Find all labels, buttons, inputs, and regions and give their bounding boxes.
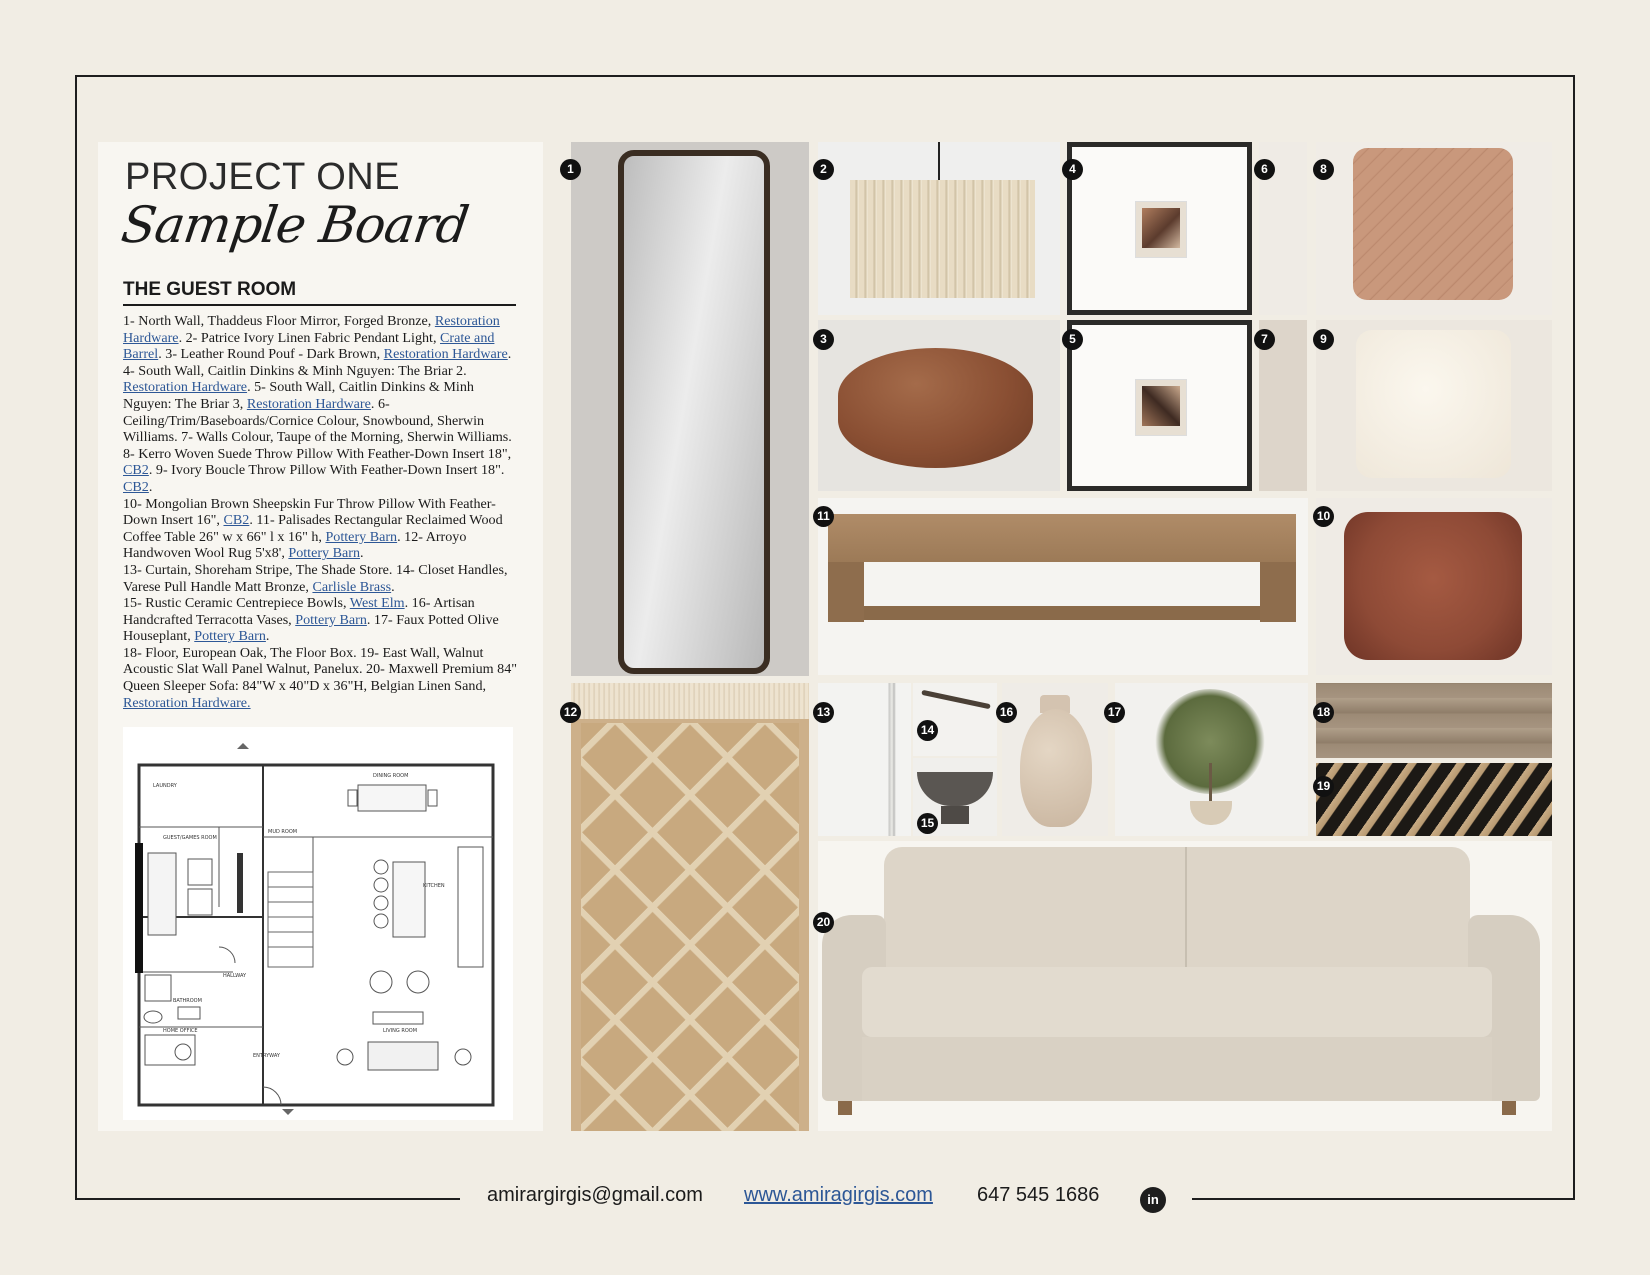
coffee-table-tile: [818, 498, 1308, 675]
badge-8: 8: [1313, 159, 1334, 180]
svg-text:DINING ROOM: DINING ROOM: [373, 773, 409, 779]
description-text: .: [391, 578, 395, 595]
briar-2-print-tile: [1067, 142, 1252, 315]
description-text: .: [148, 478, 153, 495]
vendor-link[interactable]: Restoration Hardware.: [123, 694, 251, 711]
svg-text:HALLWAY: HALLWAY: [223, 973, 247, 979]
pendant-shade: [850, 180, 1035, 298]
description-text: 1- North Wall, Thaddeus Floor Mirror, Forged Bronze,: [123, 313, 435, 329]
svg-text:BATHROOM: BATHROOM: [173, 998, 202, 1004]
badge-14: 14: [917, 720, 938, 741]
wool-rug-tile: [571, 683, 809, 1131]
description-paragraph: [123, 645, 518, 711]
description-text: . 4- South Wall, Caitlin Dinkins & Minh Nguyen: The Briar 2.: [123, 346, 512, 379]
room-title: THE GUEST ROOM: [123, 279, 516, 306]
description-text: 10- Mongolian Brown Sheepskin Fur Throw Pillow With Feather-Down Insert 16",: [123, 495, 496, 529]
description-text: 15- Rustic Ceramic Centrepiece Bowls,: [123, 595, 350, 612]
suede-pillow-image: [1353, 148, 1513, 300]
vendor-link[interactable]: CB2: [223, 512, 250, 529]
slat-panel-swatch: [1316, 763, 1552, 836]
vendor-link[interactable]: Pottery Barn: [194, 628, 266, 645]
rug-fringe: [571, 683, 809, 719]
vendor-link[interactable]: Restoration Hardware: [123, 379, 248, 396]
vendor-link[interactable]: Restoration Hardware: [246, 395, 371, 412]
badge-15: 15: [917, 813, 938, 834]
terracotta-vase-tile: [1002, 683, 1108, 836]
badge-20: 20: [813, 912, 834, 933]
description-paragraph: [123, 496, 518, 562]
sleeper-sofa-tile: [818, 841, 1552, 1131]
svg-text:HOME OFFICE: HOME OFFICE: [163, 1028, 198, 1034]
badge-5: 5: [1062, 329, 1083, 350]
description-paragraph: [123, 313, 518, 496]
footer-website[interactable]: [744, 1184, 933, 1214]
vendor-link[interactable]: Restoration Hardware: [383, 346, 508, 363]
badge-2: 2: [813, 159, 834, 180]
sofa-base: [862, 1037, 1492, 1101]
floor-plan: [123, 727, 513, 1120]
badge-7: 7: [1254, 329, 1275, 350]
description-text: . 3- Leather Round Pouf - Dark Brown,: [158, 346, 384, 363]
footer-rule-right: [1192, 1198, 1575, 1200]
description-text: 13- Curtain, Shoreham Stripe, The Shade Store. 14- Closet Handles, Varese Pull Handle Matt Bronze,: [123, 561, 508, 595]
description-text: . 5- South Wall, Caitlin Dinkins & Minh Nguyen: The Briar 3,: [123, 379, 474, 412]
vendor-link[interactable]: CB2: [123, 462, 149, 479]
badge-17: 17: [1104, 702, 1125, 723]
vendor-link[interactable]: Restoration Hardware: [123, 313, 500, 346]
vendor-link[interactable]: Carlisle Brass: [312, 578, 392, 595]
badge-19: 19: [1313, 776, 1334, 797]
description-text: . 2- Patrice Ivory Linen Fabric Pendant Light,: [178, 329, 441, 346]
svg-text:GUEST/GAMES ROOM: GUEST/GAMES ROOM: [163, 835, 217, 841]
vendor-link[interactable]: Pottery Barn: [295, 611, 367, 628]
vase-image: [1020, 709, 1092, 827]
svg-text:MUD ROOM: MUD ROOM: [268, 829, 298, 835]
vendor-link[interactable]: Pottery Barn: [288, 545, 361, 562]
vendor-link[interactable]: Crate and Barrel: [123, 329, 495, 363]
description-text: .: [265, 628, 270, 645]
svg-text:LIVING ROOM: LIVING ROOM: [383, 1028, 418, 1034]
linkedin-icon[interactable]: in: [1140, 1187, 1166, 1213]
svg-text:KITCHEN: KITCHEN: [423, 883, 445, 889]
badge-18: 18: [1313, 702, 1334, 723]
description-text: . 6- Ceiling/Trim/Baseboards/Cornice Colour, Snowbound, Sherwin Williams. 7- Walls Colour, Taupe of the Morning, Sherwin Williams. 8- Kerro Woven Suede Throw Pillow With Feather-Down Insert 18",: [123, 395, 512, 462]
description-text: 18- Floor, European Oak, The Floor Box. 19- East Wall, Walnut Acoustic Slat Wall Panel Walnut, Panelux. 20- Maxwell Premium 84" Queen Sleeper Sofa: 84"W x 40"D x 36"H, Belgian Linen Sand,: [123, 644, 518, 695]
footer-phone: 647 545 1686: [977, 1184, 1100, 1206]
badge-16: 16: [996, 702, 1017, 723]
board-script-title: Sample Board: [117, 196, 472, 254]
coffee-table-top: [828, 514, 1296, 562]
vendor-link[interactable]: West Elm: [349, 595, 405, 612]
bowl-image: [917, 772, 993, 806]
description-text: . 16- Artisan Handcrafted Terracotta Vases,: [123, 595, 475, 628]
svg-text:LAUNDRY: LAUNDRY: [153, 783, 177, 789]
badge-11: 11: [813, 506, 834, 527]
description-text: .: [360, 545, 364, 562]
description-paragraph: [123, 562, 518, 595]
badge-12: 12: [560, 702, 581, 723]
project-title: PROJECT ONE: [125, 156, 401, 198]
oak-floor-swatch: [1316, 683, 1552, 758]
olive-pot: [1190, 801, 1232, 825]
website-link[interactable]: www.amiragirgis.com: [744, 1184, 933, 1206]
svg-text:ENTRYWAY: ENTRYWAY: [253, 1053, 280, 1059]
sheepskin-pillow-tile: [1316, 498, 1552, 675]
description-text: . 11- Palisades Rectangular Reclaimed Wood Coffee Table 26" w x 66" l x 16" h,: [123, 512, 503, 545]
footer-rule-left: [75, 1198, 460, 1200]
badge-4: 4: [1062, 159, 1083, 180]
rug-pattern: [581, 723, 799, 1131]
badge-3: 3: [813, 329, 834, 350]
sofa-back: [884, 847, 1470, 977]
vendor-link[interactable]: Pottery Barn: [325, 528, 398, 545]
suede-pillow-tile: [1316, 142, 1552, 315]
pendant-light-tile: [818, 142, 1060, 315]
pouf-image: [838, 348, 1033, 468]
mirror-image: [618, 150, 770, 674]
badge-13: 13: [813, 702, 834, 723]
leather-pouf-tile: [818, 320, 1060, 491]
floor-mirror-tile: [571, 142, 809, 676]
description-paragraph: [123, 595, 518, 645]
boucle-pillow-image: [1356, 330, 1511, 478]
boucle-pillow-tile: [1316, 320, 1552, 491]
sofa-cushion: [862, 967, 1492, 1037]
badge-1: 1: [560, 159, 581, 180]
badge-9: 9: [1313, 329, 1334, 350]
description-text: . 17- Faux Potted Olive Houseplant,: [123, 611, 499, 645]
item-description: [123, 313, 518, 711]
sheepskin-pillow-image: [1344, 512, 1522, 660]
handle-bar: [921, 690, 991, 709]
description-text: . 9- Ivory Boucle Throw Pillow With Feather-Down Insert 18".: [148, 462, 505, 479]
description-text: . 12- Arroyo Handwoven Wool Rug 5'x8',: [123, 528, 467, 562]
olive-plant-tile: [1115, 683, 1308, 836]
vendor-link[interactable]: CB2: [123, 478, 149, 495]
badge-10: 10: [1313, 506, 1334, 527]
footer-email[interactable]: amirargirgis@gmail.com: [487, 1184, 703, 1206]
briar-3-print-tile: [1067, 320, 1252, 491]
badge-6: 6: [1254, 159, 1275, 180]
